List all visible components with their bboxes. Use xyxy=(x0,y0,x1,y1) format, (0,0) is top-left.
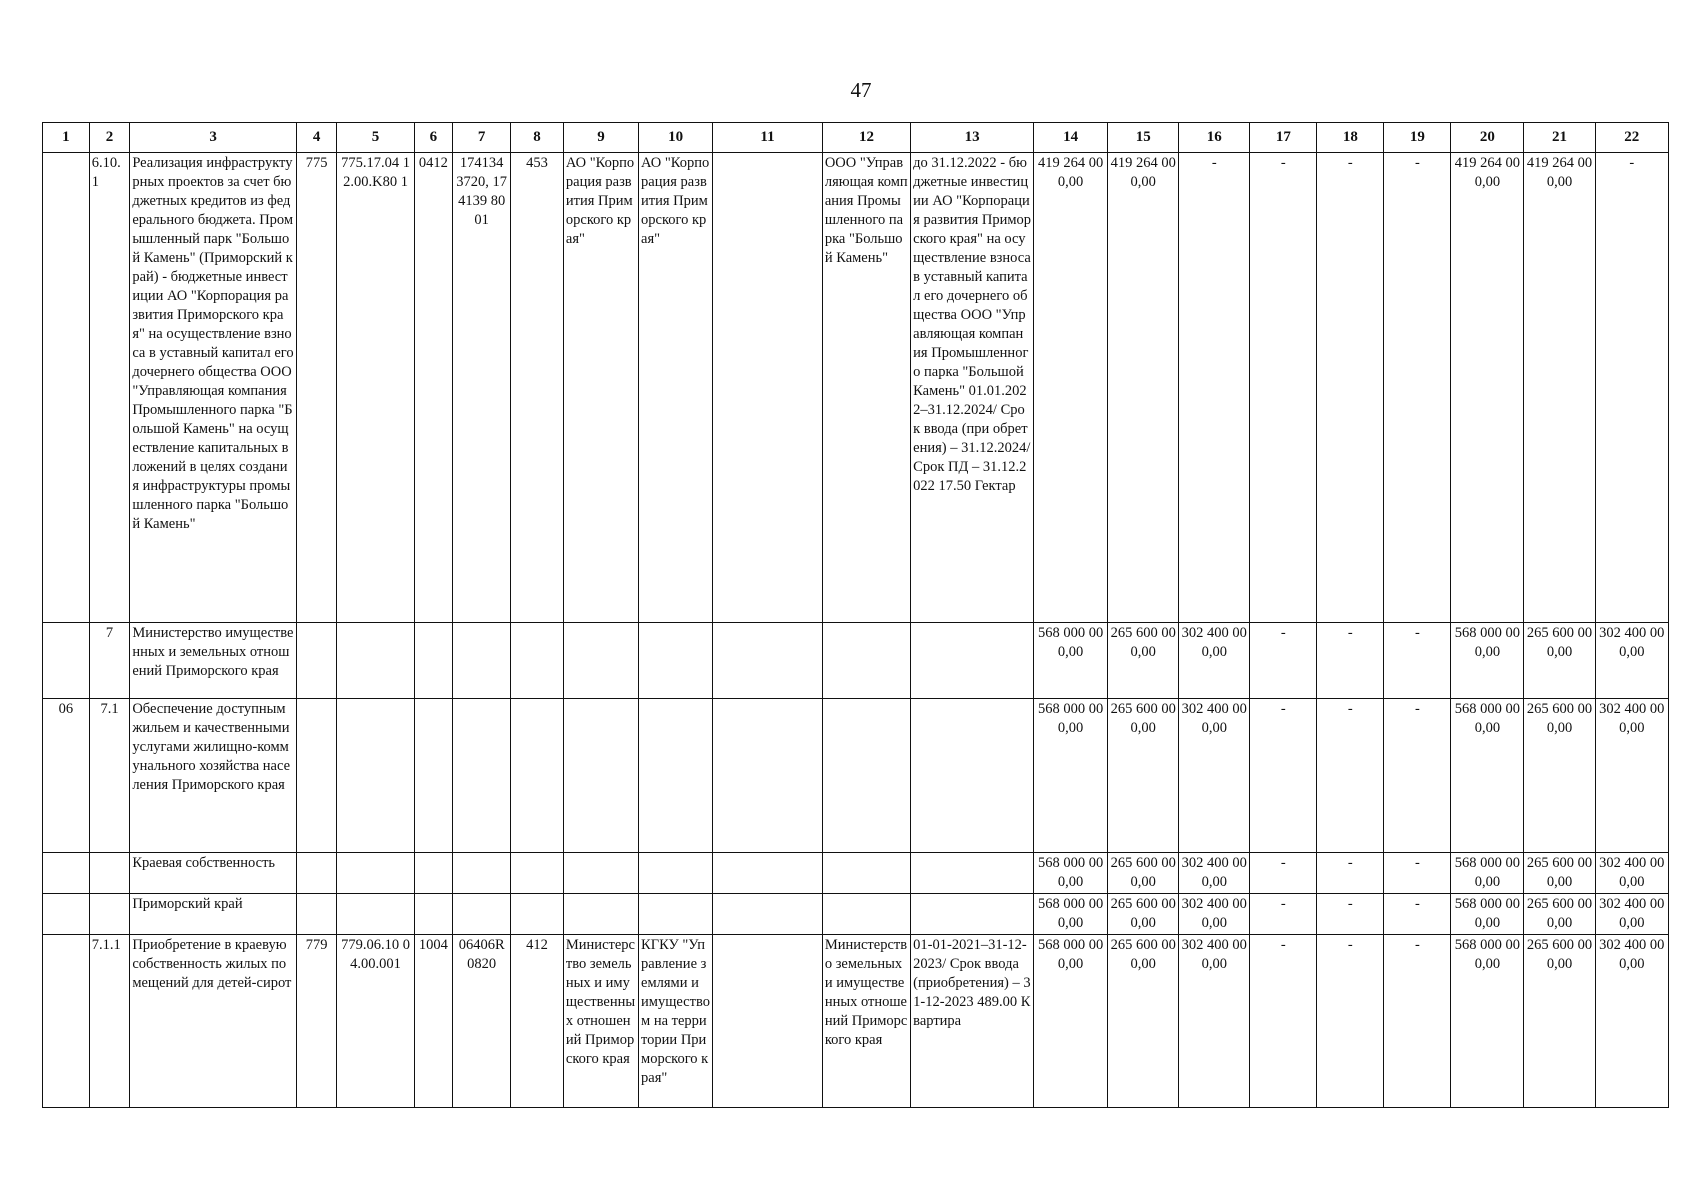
cell-c4: 775 xyxy=(296,153,337,623)
cell-c22: 302 400 000,00 xyxy=(1595,894,1668,935)
cell-c15: 265 600 000,00 xyxy=(1108,699,1179,853)
cell-c15: 419 264 000,00 xyxy=(1108,153,1179,623)
cell-c11 xyxy=(713,153,823,623)
cell-c22: 302 400 000,00 xyxy=(1595,623,1668,699)
header-row xyxy=(43,123,1669,153)
cell-name: Краевая собственность xyxy=(130,853,297,894)
cell-c18: - xyxy=(1317,894,1384,935)
cell-c19: - xyxy=(1384,853,1451,894)
col-header: 6 xyxy=(414,123,453,153)
cell-c4 xyxy=(296,699,337,853)
cell-c12: ООО "Управляющая компания Промышленного парка "Большой Камень" xyxy=(822,153,910,623)
cell-section: 06 xyxy=(43,699,90,853)
cell-number xyxy=(89,853,130,894)
cell-c7: 06406R 0820 xyxy=(453,935,511,1108)
cell-section xyxy=(43,935,90,1108)
cell-c16: 302 400 000,00 xyxy=(1179,935,1250,1108)
col-header: 1 xyxy=(43,123,90,153)
cell-c19: - xyxy=(1384,894,1451,935)
cell-c6 xyxy=(414,699,453,853)
cell-c11 xyxy=(713,853,823,894)
cell-c21: 419 264 000,00 xyxy=(1524,153,1595,623)
cell-c7: 174134 3720, 174139 8001 xyxy=(453,153,511,623)
col-header: 22 xyxy=(1595,123,1668,153)
cell-c21: 265 600 000,00 xyxy=(1524,623,1595,699)
cell-c10 xyxy=(639,894,713,935)
cell-c20: 568 000 000,00 xyxy=(1451,853,1524,894)
table-row xyxy=(43,894,1669,935)
cell-c7 xyxy=(453,853,511,894)
cell-c9: Министерство земельных и имущественных отношений Приморского края xyxy=(563,935,638,1108)
cell-c14: 568 000 000,00 xyxy=(1034,935,1108,1108)
cell-c16: 302 400 000,00 xyxy=(1179,699,1250,853)
cell-c20: 419 264 000,00 xyxy=(1451,153,1524,623)
cell-c7 xyxy=(453,894,511,935)
cell-c21: 265 600 000,00 xyxy=(1524,894,1595,935)
col-header: 10 xyxy=(639,123,713,153)
cell-name: Приобретение в краевую собственность жилых помещений для детей-сирот xyxy=(130,935,297,1108)
cell-c14: 568 000 000,00 xyxy=(1034,853,1108,894)
cell-c5: 775.17.04 12.00.K80 1 xyxy=(337,153,414,623)
cell-c18: - xyxy=(1317,623,1384,699)
cell-c10 xyxy=(639,853,713,894)
cell-c8 xyxy=(511,853,564,894)
cell-c13 xyxy=(911,894,1034,935)
cell-c8: 412 xyxy=(511,935,564,1108)
cell-c15: 265 600 000,00 xyxy=(1108,853,1179,894)
budget-table xyxy=(42,122,1669,1108)
col-header: 8 xyxy=(511,123,564,153)
cell-number: 7.1 xyxy=(89,699,130,853)
col-header: 16 xyxy=(1179,123,1250,153)
table-row xyxy=(43,699,1669,853)
col-header: 5 xyxy=(337,123,414,153)
page-number: 47 xyxy=(850,78,872,102)
cell-c15: 265 600 000,00 xyxy=(1108,935,1179,1108)
cell-c17: - xyxy=(1250,935,1317,1108)
cell-c18: - xyxy=(1317,153,1384,623)
cell-c22: 302 400 000,00 xyxy=(1595,935,1668,1108)
cell-name: Приморский край xyxy=(130,894,297,935)
cell-c15: 265 600 000,00 xyxy=(1108,894,1179,935)
col-header: 7 xyxy=(453,123,511,153)
cell-c19: - xyxy=(1384,623,1451,699)
cell-c19: - xyxy=(1384,699,1451,853)
cell-number: 7.1.1 xyxy=(89,935,130,1108)
cell-c14: 419 264 000,00 xyxy=(1034,153,1108,623)
cell-c19: - xyxy=(1384,153,1451,623)
cell-c22: 302 400 000,00 xyxy=(1595,853,1668,894)
cell-c18: - xyxy=(1317,853,1384,894)
cell-c11 xyxy=(713,935,823,1108)
cell-c22: 302 400 000,00 xyxy=(1595,699,1668,853)
cell-c5 xyxy=(337,853,414,894)
cell-c14: 568 000 000,00 xyxy=(1034,623,1108,699)
cell-c6: 1004 xyxy=(414,935,453,1108)
cell-c12 xyxy=(822,699,910,853)
cell-c20: 568 000 000,00 xyxy=(1451,894,1524,935)
cell-c16: 302 400 000,00 xyxy=(1179,623,1250,699)
col-header: 19 xyxy=(1384,123,1451,153)
cell-c20: 568 000 000,00 xyxy=(1451,935,1524,1108)
cell-c20: 568 000 000,00 xyxy=(1451,699,1524,853)
cell-c14: 568 000 000,00 xyxy=(1034,699,1108,853)
col-header: 21 xyxy=(1524,123,1595,153)
cell-c13: 01-01-2021–31-12-2023/ Срок ввода (приобретения) – 31-12-2023 489.00 Квартира xyxy=(911,935,1034,1108)
cell-c13 xyxy=(911,699,1034,853)
cell-c9: АО "Корпорация развития Приморского края" xyxy=(563,153,638,623)
cell-c8: 453 xyxy=(511,153,564,623)
col-header: 2 xyxy=(89,123,130,153)
cell-c16: 302 400 000,00 xyxy=(1179,894,1250,935)
cell-c8 xyxy=(511,894,564,935)
col-header: 12 xyxy=(822,123,910,153)
cell-c12 xyxy=(822,894,910,935)
cell-section xyxy=(43,894,90,935)
cell-name: Реализация инфраструктурных проектов за счет бюджетных кредитов из федерального бюджета. Промышленный парк "Большой Камень" (Приморский край) - бюджетные инвестиции АО "Корпорация развития Приморского края" на осуществление взноса в уставный капитал его дочернего общества ООО "Управляющая компания Промышленного парка "Большой Камень" на осуществление капитальных вложений в целях создания инфраструктуры промышленного парка "Большой Камень" xyxy=(130,153,297,623)
cell-c13 xyxy=(911,853,1034,894)
cell-section xyxy=(43,853,90,894)
cell-name: Обеспечение доступным жильем и качественными услугами жилищно-коммунального хозяйства населения Приморского края xyxy=(130,699,297,853)
col-header: 18 xyxy=(1317,123,1384,153)
col-header: 11 xyxy=(713,123,823,153)
col-header: 3 xyxy=(130,123,297,153)
col-header: 20 xyxy=(1451,123,1524,153)
cell-c9 xyxy=(563,699,638,853)
cell-c15: 265 600 000,00 xyxy=(1108,623,1179,699)
cell-c8 xyxy=(511,623,564,699)
cell-c6 xyxy=(414,894,453,935)
cell-c18: - xyxy=(1317,699,1384,853)
cell-c4: 779 xyxy=(296,935,337,1108)
col-header: 17 xyxy=(1250,123,1317,153)
cell-c8 xyxy=(511,699,564,853)
cell-c13 xyxy=(911,623,1034,699)
cell-number: 6.10.1 xyxy=(89,153,130,623)
cell-c10: АО "Корпорация развития Приморского края" xyxy=(639,153,713,623)
cell-c12 xyxy=(822,853,910,894)
cell-c7 xyxy=(453,623,511,699)
cell-c18: - xyxy=(1317,935,1384,1108)
cell-c6: 0412 xyxy=(414,153,453,623)
cell-c9 xyxy=(563,853,638,894)
col-header: 4 xyxy=(296,123,337,153)
cell-c5: 779.06.10 04.00.001 xyxy=(337,935,414,1108)
cell-c21: 265 600 000,00 xyxy=(1524,935,1595,1108)
cell-c16: 302 400 000,00 xyxy=(1179,853,1250,894)
cell-number xyxy=(89,894,130,935)
cell-c20: 568 000 000,00 xyxy=(1451,623,1524,699)
cell-c17: - xyxy=(1250,853,1317,894)
cell-c17: - xyxy=(1250,623,1317,699)
cell-name: Министерство имущественных и земельных отношений Приморского края xyxy=(130,623,297,699)
table-row xyxy=(43,853,1669,894)
cell-c16: - xyxy=(1179,153,1250,623)
cell-c4 xyxy=(296,853,337,894)
cell-section xyxy=(43,623,90,699)
table-row xyxy=(43,623,1669,699)
cell-c4 xyxy=(296,623,337,699)
cell-c17: - xyxy=(1250,153,1317,623)
cell-c14: 568 000 000,00 xyxy=(1034,894,1108,935)
cell-c12: Министерство земельных и имущественных отношений Приморского края xyxy=(822,935,910,1108)
cell-c13: до 31.12.2022 - бюджетные инвестиции АО "Корпорация развития Приморского края" на осуществление взноса в уставный капитал его дочернего общества ООО "Управляющая компания Промышленного парка "Большой Камень" 01.01.2022–31.12.2024/ Срок ввода (при обретения) – 31.12.2024/ Срок ПД – 31.12.2022 17.50 Гектар xyxy=(911,153,1034,623)
cell-c9 xyxy=(563,623,638,699)
cell-c11 xyxy=(713,699,823,853)
cell-c5 xyxy=(337,699,414,853)
cell-c11 xyxy=(713,894,823,935)
cell-c5 xyxy=(337,894,414,935)
col-header: 15 xyxy=(1108,123,1179,153)
cell-c21: 265 600 000,00 xyxy=(1524,853,1595,894)
cell-c9 xyxy=(563,894,638,935)
cell-number: 7 xyxy=(89,623,130,699)
col-header: 14 xyxy=(1034,123,1108,153)
cell-c19: - xyxy=(1384,935,1451,1108)
cell-c11 xyxy=(713,623,823,699)
cell-c22: - xyxy=(1595,153,1668,623)
cell-c7 xyxy=(453,699,511,853)
col-header: 9 xyxy=(563,123,638,153)
table-row xyxy=(43,935,1669,1108)
cell-c10: КГКУ "Управление землями и имуществом на территории Приморского края" xyxy=(639,935,713,1108)
col-header: 13 xyxy=(911,123,1034,153)
cell-c6 xyxy=(414,853,453,894)
cell-c17: - xyxy=(1250,894,1317,935)
cell-c12 xyxy=(822,623,910,699)
cell-section xyxy=(43,153,90,623)
cell-c17: - xyxy=(1250,699,1317,853)
cell-c6 xyxy=(414,623,453,699)
cell-c10 xyxy=(639,699,713,853)
cell-c5 xyxy=(337,623,414,699)
cell-c10 xyxy=(639,623,713,699)
cell-c4 xyxy=(296,894,337,935)
cell-c21: 265 600 000,00 xyxy=(1524,699,1595,853)
table-row xyxy=(43,153,1669,623)
